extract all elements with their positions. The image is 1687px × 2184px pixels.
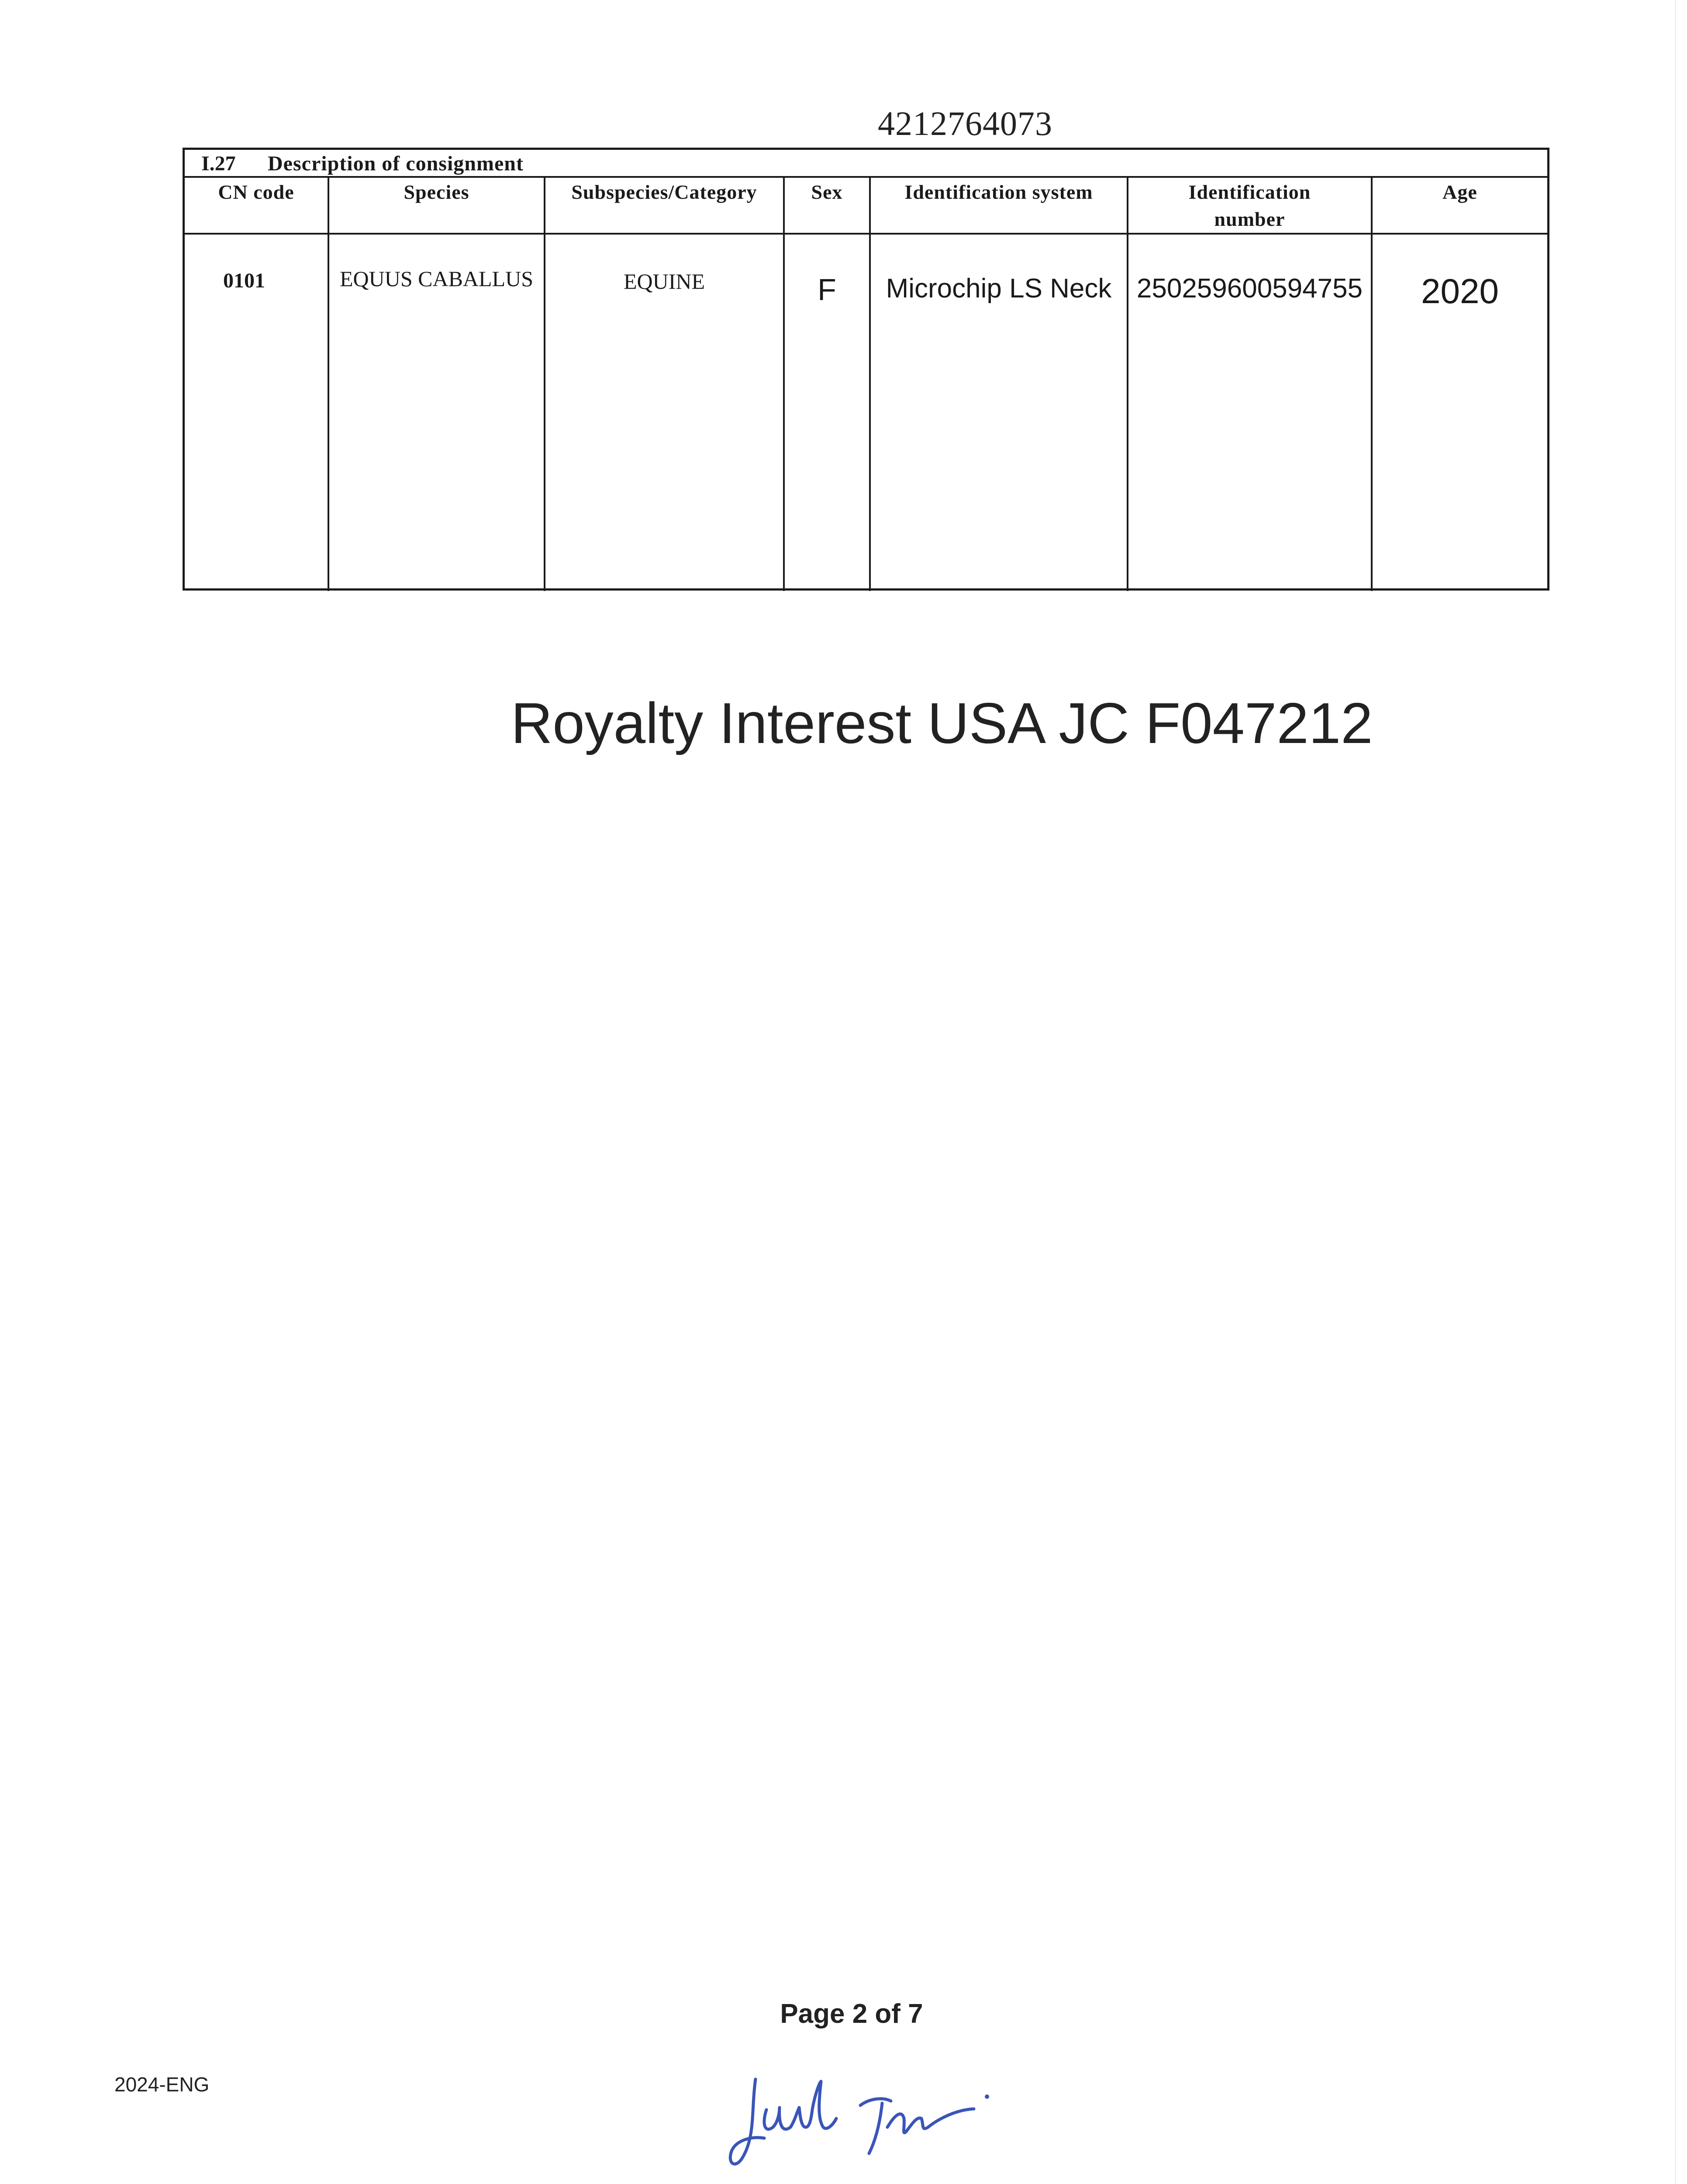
form-code: 2024-ENG bbox=[114, 2073, 210, 2096]
header-separator bbox=[185, 233, 1547, 235]
section-number: I.27 bbox=[201, 152, 236, 175]
handwritten-signature bbox=[725, 2062, 1022, 2175]
header-id-number bbox=[1128, 179, 1371, 233]
column-divider bbox=[869, 176, 871, 591]
certificate-number: 4212764073 bbox=[878, 104, 1052, 142]
header-sex: Sex bbox=[811, 181, 843, 203]
column-divider bbox=[544, 176, 545, 591]
section-title: Description of consignment bbox=[268, 152, 524, 175]
header-id-number-line1: Identification bbox=[1188, 181, 1311, 203]
column-divider bbox=[783, 176, 785, 591]
royalty-annotation: Royalty Interest USA JC F047212 bbox=[511, 691, 1373, 755]
header-subspecies: Subspecies/Category bbox=[571, 181, 757, 203]
cell-id-number: 250259600594755 bbox=[1136, 273, 1363, 304]
scan-edge-line bbox=[1675, 0, 1676, 2184]
cell-age: 2020 bbox=[1421, 272, 1499, 311]
cell-species: EQUUS CABALLUS bbox=[339, 266, 534, 291]
cell-id-system: Microchip LS Neck bbox=[886, 273, 1112, 304]
column-divider bbox=[1371, 176, 1373, 591]
cell-sex: F bbox=[818, 273, 836, 307]
section-title-bar bbox=[185, 150, 1547, 178]
header-species: Species bbox=[404, 181, 469, 203]
cell-cn-code: 0101 bbox=[223, 269, 265, 292]
header-id-number-line2: number bbox=[1214, 208, 1285, 230]
consignment-table bbox=[183, 148, 1549, 591]
column-divider bbox=[1127, 176, 1128, 591]
header-age: Age bbox=[1442, 181, 1477, 203]
header-cn-code: CN code bbox=[218, 181, 294, 203]
column-divider bbox=[328, 176, 329, 591]
page-number: Page 2 of 7 bbox=[780, 1999, 923, 2029]
header-id-system: Identification system bbox=[904, 181, 1093, 203]
cell-subspecies: EQUINE bbox=[623, 269, 705, 294]
